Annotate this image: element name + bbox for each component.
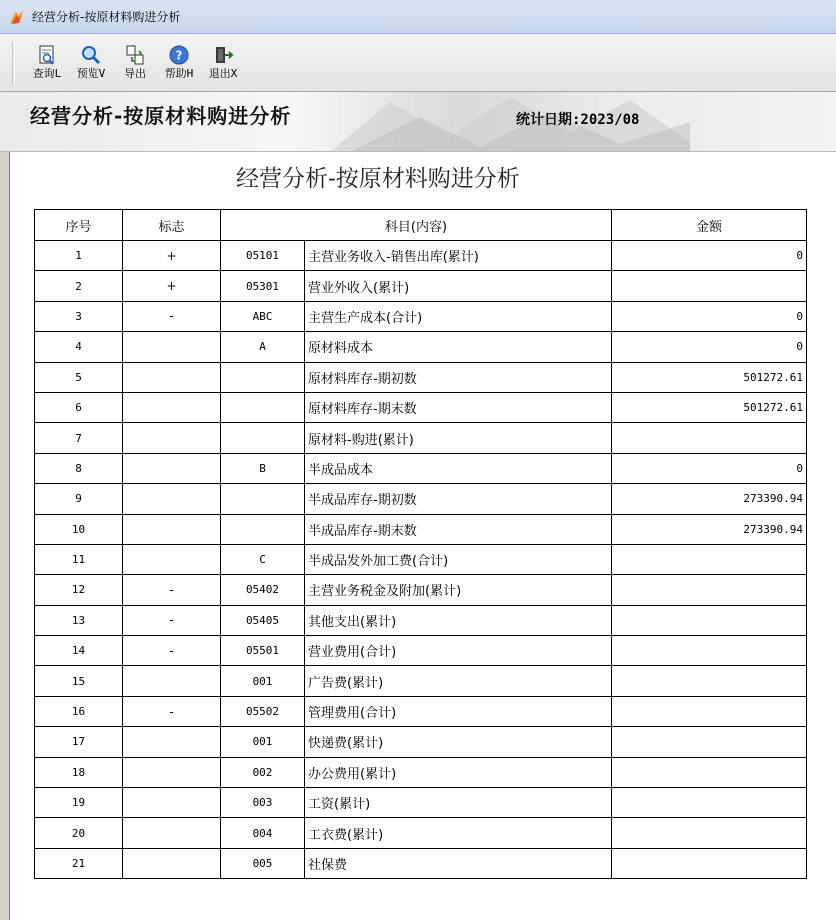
toolbar-grip[interactable] (12, 42, 15, 84)
query-button-label: 查询L (32, 67, 62, 80)
row-subject-cell: 工衣费(累计) (305, 818, 612, 848)
row-subject-cell: 快递费(累计) (305, 727, 612, 757)
row-subject-cell: 主营业务收入-销售出库(累计) (305, 241, 612, 271)
row-amount-cell (612, 666, 807, 696)
row-number-cell: 2 (35, 271, 123, 301)
table-row[interactable] (35, 575, 807, 605)
row-code-cell: 005 (221, 848, 305, 878)
row-number-cell: 5 (35, 362, 123, 392)
export-icon (124, 44, 146, 66)
row-amount-cell: 0 (612, 301, 807, 331)
export-button[interactable] (117, 44, 153, 80)
row-amount-cell: 501272.61 (612, 392, 807, 422)
row-amount-cell (612, 696, 807, 726)
row-amount-cell: 501272.61 (612, 362, 807, 392)
row-code-cell: 001 (221, 727, 305, 757)
row-subject-cell: 社保费 (305, 848, 612, 878)
row-amount-cell (612, 757, 807, 787)
row-number-cell: 20 (35, 818, 123, 848)
row-number-cell: 9 (35, 484, 123, 514)
row-subject-cell: 主营生产成本(合计) (305, 301, 612, 331)
row-number-cell: 12 (35, 575, 123, 605)
exit-button[interactable] (205, 44, 241, 80)
row-subject-cell: 半成品成本 (305, 453, 612, 483)
export-button-label: 导出 (124, 67, 146, 80)
row-flag-cell (123, 544, 221, 574)
table-row[interactable] (35, 757, 807, 787)
preview-button-label: 预览V (76, 67, 106, 80)
row-flag-cell (123, 362, 221, 392)
header-subject: 科目(内容) (221, 210, 612, 241)
row-subject-cell: 其他支出(累计) (305, 605, 612, 635)
row-flag-cell (123, 757, 221, 787)
table-row[interactable] (35, 727, 807, 757)
row-number-cell: 13 (35, 605, 123, 635)
table-row[interactable] (35, 848, 807, 878)
row-subject-cell: 广告费(累计) (305, 666, 612, 696)
preview-button[interactable] (73, 44, 109, 80)
table-row[interactable] (35, 392, 807, 422)
row-amount-cell (612, 727, 807, 757)
table-row[interactable] (35, 241, 807, 271)
row-subject-cell: 管理费用(合计) (305, 696, 612, 726)
row-flag-cell: - (123, 605, 221, 635)
table-header-row (35, 210, 807, 241)
row-number-cell: 7 (35, 423, 123, 453)
stat-date-label: 统计日期:2023/08 (516, 112, 640, 128)
header-no: 序号 (35, 210, 123, 241)
row-code-cell: ABC (221, 301, 305, 331)
row-flag-cell: - (123, 636, 221, 666)
help-button-label: 帮助H (164, 67, 194, 80)
row-flag-cell: + (123, 271, 221, 301)
row-number-cell: 21 (35, 848, 123, 878)
row-flag-cell (123, 727, 221, 757)
table-row[interactable] (35, 544, 807, 574)
row-flag-cell (123, 392, 221, 422)
report-table (34, 209, 807, 879)
row-subject-cell: 原材料成本 (305, 332, 612, 362)
row-flag-cell (123, 453, 221, 483)
table-row[interactable] (35, 696, 807, 726)
row-amount-cell (612, 575, 807, 605)
row-subject-cell: 原材料库存-期末数 (305, 392, 612, 422)
row-flag-cell: - (123, 301, 221, 331)
query-button[interactable] (29, 44, 65, 80)
row-code-cell: 002 (221, 757, 305, 787)
row-code-cell: 05405 (221, 605, 305, 635)
window-titlebar (0, 0, 836, 34)
row-code-cell: 003 (221, 788, 305, 818)
row-subject-cell: 办公费用(累计) (305, 757, 612, 787)
row-number-cell: 11 (35, 544, 123, 574)
table-row[interactable] (35, 788, 807, 818)
row-code-cell: 05502 (221, 696, 305, 726)
row-flag-cell: + (123, 241, 221, 271)
row-flag-cell (123, 332, 221, 362)
row-subject-cell: 原材料库存-期初数 (305, 362, 612, 392)
table-row[interactable] (35, 636, 807, 666)
row-number-cell: 14 (35, 636, 123, 666)
exit-icon (212, 44, 234, 66)
row-amount-cell: 0 (612, 453, 807, 483)
row-subject-cell: 半成品库存-期初数 (305, 484, 612, 514)
table-body (35, 241, 807, 879)
banner-title: 经营分析-按原材料购进分析 (30, 104, 292, 128)
row-amount-cell (612, 636, 807, 666)
row-subject-cell: 营业费用(合计) (305, 636, 612, 666)
row-code-cell: A (221, 332, 305, 362)
row-amount-cell (612, 423, 807, 453)
table-row[interactable] (35, 301, 807, 331)
row-number-cell: 6 (35, 392, 123, 422)
row-amount-cell: 273390.94 (612, 484, 807, 514)
row-amount-cell: 0 (612, 332, 807, 362)
window-title: 经营分析-按原材料购进分析 (32, 10, 181, 24)
table-row[interactable] (35, 423, 807, 453)
row-number-cell: 10 (35, 514, 123, 544)
table-row[interactable] (35, 605, 807, 635)
row-code-cell (221, 484, 305, 514)
row-flag-cell (123, 818, 221, 848)
row-flag-cell: - (123, 696, 221, 726)
row-flag-cell (123, 848, 221, 878)
preview-icon (80, 44, 102, 66)
svg-text:?: ? (175, 48, 183, 63)
row-number-cell: 3 (35, 301, 123, 331)
row-number-cell: 1 (35, 241, 123, 271)
row-subject-cell: 营业外收入(累计) (305, 271, 612, 301)
row-code-cell: 05402 (221, 575, 305, 605)
report-banner (0, 92, 836, 152)
row-number-cell: 8 (35, 453, 123, 483)
row-flag-cell (123, 423, 221, 453)
row-code-cell: 05301 (221, 271, 305, 301)
row-amount-cell (612, 818, 807, 848)
row-subject-cell: 半成品库存-期末数 (305, 514, 612, 544)
row-code-cell: 05101 (221, 241, 305, 271)
table-row[interactable] (35, 271, 807, 301)
row-flag-cell: - (123, 575, 221, 605)
row-flag-cell (123, 788, 221, 818)
row-number-cell: 18 (35, 757, 123, 787)
row-amount-cell (612, 788, 807, 818)
row-code-cell: 001 (221, 666, 305, 696)
row-subject-cell: 主营业务税金及附加(累计) (305, 575, 612, 605)
row-number-cell: 4 (35, 332, 123, 362)
row-flag-cell (123, 484, 221, 514)
app-flame-icon (8, 8, 26, 26)
row-amount-cell: 0 (612, 241, 807, 271)
header-amount: 金额 (612, 210, 807, 241)
table-row[interactable] (35, 484, 807, 514)
row-code-cell (221, 423, 305, 453)
row-code-cell (221, 514, 305, 544)
exit-button-label: 退出X (208, 67, 238, 80)
row-flag-cell (123, 666, 221, 696)
query-icon (36, 44, 58, 66)
header-flag: 标志 (123, 210, 221, 241)
table-row[interactable] (35, 332, 807, 362)
row-number-cell: 19 (35, 788, 123, 818)
table-row[interactable] (35, 453, 807, 483)
row-amount-cell: 273390.94 (612, 514, 807, 544)
table-row[interactable] (35, 666, 807, 696)
report-title: 经营分析-按原材料购进分析 (236, 166, 520, 192)
row-code-cell: B (221, 453, 305, 483)
help-icon (168, 44, 190, 66)
row-code-cell: 004 (221, 818, 305, 848)
row-amount-cell (612, 605, 807, 635)
table-row[interactable] (35, 818, 807, 848)
row-subject-cell: 半成品发外加工费(合计) (305, 544, 612, 574)
table-row[interactable] (35, 362, 807, 392)
row-code-cell (221, 392, 305, 422)
row-number-cell: 15 (35, 666, 123, 696)
row-number-cell: 16 (35, 696, 123, 726)
row-code-cell: 05501 (221, 636, 305, 666)
toolbar (0, 34, 836, 92)
help-button[interactable] (161, 44, 197, 80)
table-row[interactable] (35, 514, 807, 544)
row-code-cell: C (221, 544, 305, 574)
row-amount-cell (612, 271, 807, 301)
row-number-cell: 17 (35, 727, 123, 757)
row-amount-cell (612, 544, 807, 574)
row-subject-cell: 工资(累计) (305, 788, 612, 818)
row-amount-cell (612, 848, 807, 878)
row-code-cell (221, 362, 305, 392)
left-frame-edge (0, 152, 10, 920)
row-subject-cell: 原材料-购进(累计) (305, 423, 612, 453)
row-flag-cell (123, 514, 221, 544)
